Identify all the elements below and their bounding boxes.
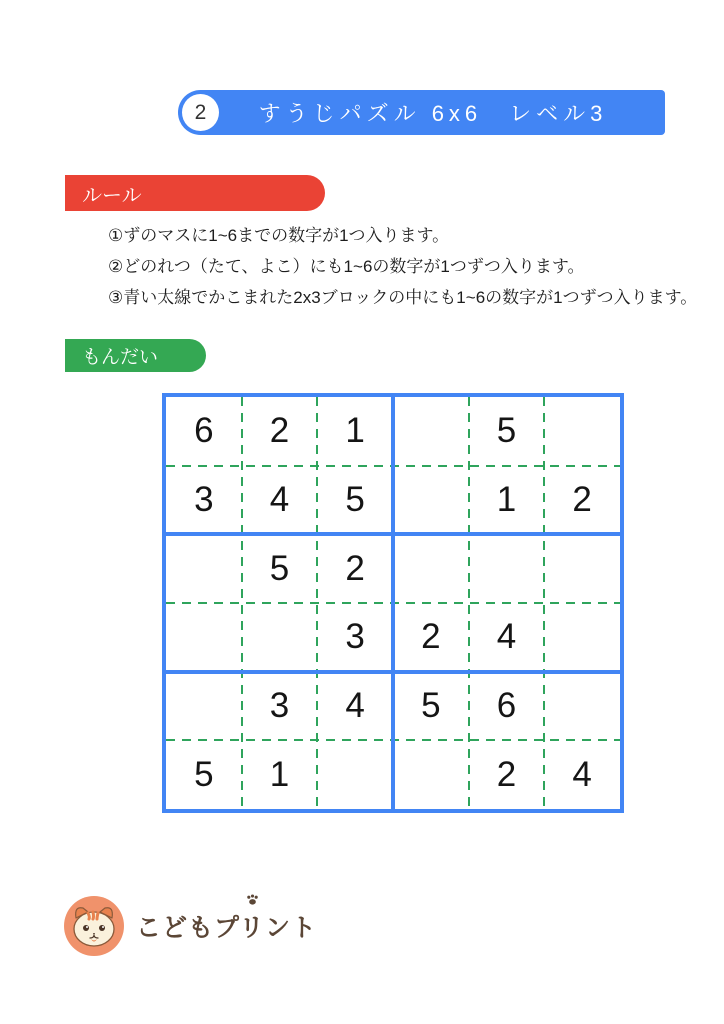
problem-section-header <box>65 339 206 372</box>
grid-cell-r5c6 <box>544 672 620 741</box>
grid-cell-r3c3: 2 <box>345 548 365 588</box>
grid-cell-r3c5 <box>469 534 545 603</box>
grid-cell-r2c1: 3 <box>194 479 214 519</box>
grid-cell-r2c2: 4 <box>269 479 290 519</box>
sudoku-grid-cells <box>166 397 620 809</box>
sudoku-grid <box>162 393 624 813</box>
grid-cell-r3c1 <box>166 534 242 603</box>
grid-cell-r4c5: 4 <box>496 617 517 657</box>
grid-cell-r1c3: 1 <box>345 411 365 451</box>
grid-cell-r2c3: 5 <box>345 479 365 519</box>
grid-cell-r3c6 <box>544 534 620 603</box>
problem-label: もんだい <box>82 347 159 368</box>
rule-item-3: ③青い太線でかこまれた2x3ブロックの中にも1~6の数字が1つずつ入ります。 <box>108 288 698 307</box>
grid-cell-r6c1: 5 <box>194 754 214 794</box>
rule-item-2: ②どのれつ（たて、よこ）にも1~6の数字が1つずつ入ります。 <box>108 257 585 276</box>
grid-cell-r4c6 <box>544 603 620 672</box>
grid-cell-r6c4 <box>393 740 469 809</box>
grid-cell-r1c1: 6 <box>194 411 214 451</box>
grid-cell-r5c1 <box>166 672 242 741</box>
grid-cell-r6c5: 2 <box>496 754 517 794</box>
brand-footer <box>64 896 317 956</box>
paw-print-icon <box>246 894 259 906</box>
grid-cell-r4c3: 3 <box>345 617 365 657</box>
grid-cell-r6c6: 4 <box>572 754 592 794</box>
grid-cell-r3c4 <box>393 534 469 603</box>
grid-cell-r4c4: 2 <box>421 617 441 657</box>
grid-cell-r2c5: 1 <box>496 479 517 519</box>
rules-list <box>108 220 697 313</box>
grid-cell-r5c4: 5 <box>421 685 441 725</box>
rules-section-header <box>65 175 325 211</box>
grid-cell-r4c1 <box>166 603 242 672</box>
grid-cell-r1c2: 2 <box>269 411 290 451</box>
grid-cell-r5c5: 6 <box>496 685 517 725</box>
worksheet-number-badge <box>182 94 219 131</box>
grid-cell-r5c2: 3 <box>269 685 290 725</box>
worksheet-number: 2 <box>194 100 207 124</box>
page-title: すうじパズル 6x6 レベル3 <box>258 101 608 126</box>
rules-label: ルール <box>82 184 142 207</box>
worksheet-header <box>178 90 665 135</box>
rule-item-1: ①ずのマスに1~6までの数字が1つ入ります。 <box>108 226 450 245</box>
grid-cell-r6c3 <box>317 740 393 809</box>
cat-face-icon <box>64 896 124 956</box>
brand-name: こどもプリント <box>136 914 318 942</box>
grid-cell-r5c3: 4 <box>345 685 365 725</box>
grid-cell-r1c5: 5 <box>496 411 517 451</box>
grid-cell-r1c4 <box>393 397 469 466</box>
grid-cell-r6c2: 1 <box>269 754 290 794</box>
grid-cell-r2c4 <box>393 466 469 535</box>
grid-cell-r2c6: 2 <box>572 479 592 519</box>
grid-cell-r1c6 <box>544 397 620 466</box>
grid-cell-r4c2 <box>242 603 318 672</box>
grid-cell-r3c2: 5 <box>269 548 290 588</box>
